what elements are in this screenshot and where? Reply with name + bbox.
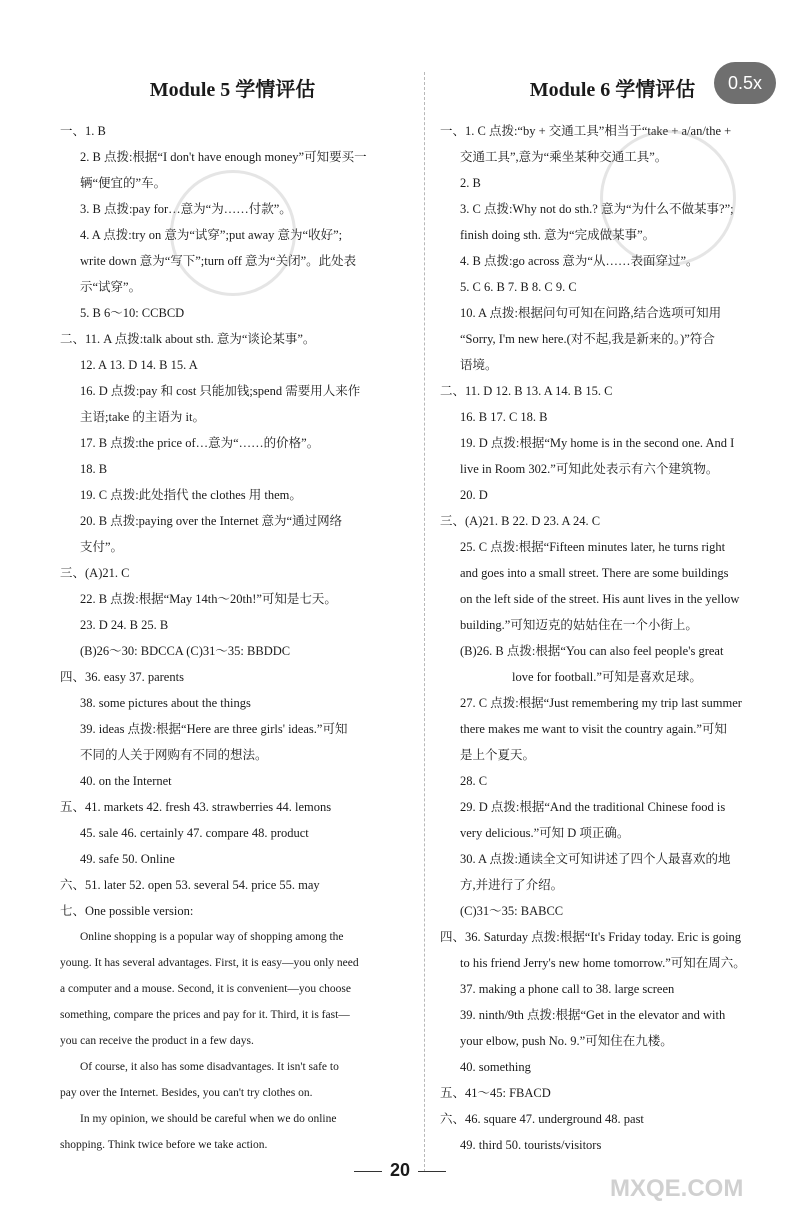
answer-line: 六、46. square 47. underground 48. past: [440, 1112, 644, 1126]
answer-line: 3. C 点拨:Why not do sth.? 意为“为什么不做某事?”;: [460, 202, 734, 216]
zoom-speed-badge[interactable]: 0.5x: [714, 62, 776, 104]
answer-line: 4. B 点拨:go across 意为“从……表面穿过”。: [460, 254, 699, 268]
answer-line: 19. C 点拨:此处指代 the clothes 用 them。: [80, 488, 302, 502]
answer-line: 17. B 点拨:the price of…意为“……的价格”。: [80, 436, 320, 450]
answer-line: 22. B 点拨:根据“May 14th～20th!”可知是七天。: [80, 592, 337, 606]
answer-line: 19. D 点拨:根据“My home is in the second one. And I: [460, 436, 735, 450]
answer-line: 40. something: [460, 1060, 531, 1074]
answer-line: (B)26. B 点拨:根据“You can also feel people's great: [460, 644, 724, 658]
answer-line: 二、11. D 12. B 13. A 14. B 15. C: [440, 384, 613, 398]
essay-line: pay over the Internet. Besides, you can't try clothes on.: [60, 1087, 313, 1099]
answer-line: 10. A 点拨:根据问句可知在问路,结合选项可知用: [460, 306, 722, 320]
answer-line: 12. A 13. D 14. B 15. A: [80, 358, 198, 372]
answer-line: 是上个夏天。: [460, 748, 536, 762]
answer-line: finish doing sth. 意为“完成做某事”。: [460, 228, 656, 242]
answer-line: 45. sale 46. certainly 47. compare 48. product: [80, 826, 309, 840]
essay-line: you can receive the product in a few days.: [60, 1035, 254, 1047]
answer-line: 5. C 6. B 7. B 8. C 9. C: [460, 280, 577, 294]
essay-line: Online shopping is a popular way of shopping among the: [80, 931, 344, 943]
answer-line: 二、11. A 点拨:talk about sth. 意为“谈论某事”。: [60, 332, 316, 346]
answer-line: 语境。: [460, 358, 498, 372]
answer-line: 38. some pictures about the things: [80, 696, 251, 710]
answer-line: 30. A 点拨:通读全文可知讲述了四个人最喜欢的地: [460, 852, 731, 866]
module5-title: Module 5 学情评估: [149, 79, 316, 101]
watermark-text: MXQE.COM: [610, 1175, 744, 1202]
answer-line: 主语;take 的主语为 it。: [80, 410, 205, 424]
answer-line: 一、1. C 点拨:“by + 交通工具”相当于“take + a/an/the +: [440, 124, 732, 138]
answer-line: 16. B 17. C 18. B: [460, 410, 548, 424]
answer-line: 七、One possible version:: [60, 904, 194, 918]
answer-line: 三、(A)21. B 22. D 23. A 24. C: [440, 514, 601, 528]
answer-line: love for football.”可知是喜欢足球。: [512, 670, 702, 684]
answer-line: your elbow, push No. 9.”可知住在九楼。: [460, 1034, 673, 1048]
answer-line: (B)26～30: BDCCA (C)31～35: BBDDC: [80, 644, 291, 658]
answer-line: 四、36. Saturday 点拨:根据“It's Friday today. Eric is going: [440, 930, 742, 944]
answer-line: 一、1. B: [60, 124, 106, 138]
answer-line: 交通工具”,意为“乘坐某种交通工具”。: [460, 150, 668, 164]
answer-line: 辆“便宜的”车。: [80, 176, 167, 190]
answer-line: 40. on the Internet: [80, 774, 172, 788]
dash-left: [354, 1171, 382, 1172]
answer-line: 五、41. markets 42. fresh 43. strawberries 44. lemons: [60, 800, 332, 814]
answer-line: to his friend Jerry's new home tomorrow.”可知在周六。: [460, 956, 746, 970]
answer-line: live in Room 302.”可知此处表示有六个建筑物。: [460, 462, 719, 476]
answer-line: 三、(A)21. C: [60, 566, 130, 580]
answer-line: 39. ideas 点拨:根据“Here are three girls' ideas.”可知: [80, 722, 348, 736]
answer-line: 20. D: [460, 488, 488, 502]
answer-line: and goes into a small street. There are some buildings: [460, 566, 729, 580]
answer-line: very delicious.”可知 D 项正确。: [460, 826, 630, 840]
watermark-stamp-icon: [600, 130, 736, 266]
answer-line: there makes me want to visit the country again.”可知: [460, 722, 727, 736]
essay-line: young. It has several advantages. First, it is easy—you only need: [60, 957, 359, 969]
answer-line: 五、41～45: FBACD: [440, 1086, 551, 1100]
answer-line: building.”可知迈克的姑姑住在一个小街上。: [460, 618, 698, 632]
answer-line: 2. B 点拨:根据“I don't have enough money”可知要买一: [80, 150, 367, 164]
answer-line: 4. A 点拨:try on 意为“试穿”;put away 意为“收好”;: [80, 228, 343, 242]
answer-line: 六、51. later 52. open 53. several 54. price 55. may: [60, 878, 320, 892]
answer-line: 28. C: [460, 774, 488, 788]
answer-line: 5. B 6～10: CCBCD: [80, 306, 185, 320]
answer-line: 3. B 点拨:pay for…意为“为……付款”。: [80, 202, 292, 216]
answer-line: 支付”。: [80, 540, 124, 554]
answer-line: 四、36. easy 37. parents: [60, 670, 184, 684]
answer-line: 25. C 点拨:根据“Fifteen minutes later, he turns right: [460, 540, 726, 554]
answer-line: 27. C 点拨:根据“Just remembering my trip last summer: [460, 696, 742, 710]
essay-line: something, compare the prices and pay for it. Third, it is fast—: [60, 1009, 350, 1021]
answer-line: 示“试穿”。: [80, 280, 142, 294]
answer-line: on the left side of the street. His aunt lives in the yellow: [460, 592, 740, 606]
module6-title: Module 6 学情评估: [529, 79, 696, 101]
essay-line: shopping. Think twice before we take action.: [60, 1139, 268, 1151]
page-number-value: 20: [389, 1160, 411, 1180]
dash-right: [418, 1171, 446, 1172]
answer-line: “Sorry, I'm new here.(对不起,我是新来的。)”符合: [460, 332, 715, 346]
answer-line: 2. B: [460, 176, 481, 190]
answer-line: write down 意为“写下”;turn off 意为“关闭”。此处表: [80, 254, 357, 268]
answer-line: 29. D 点拨:根据“And the traditional Chinese food is: [460, 800, 726, 814]
page-number: [0, 1160, 800, 1181]
answer-line: 方,并进行了介绍。: [460, 878, 564, 892]
right-column: [440, 78, 785, 1158]
answer-line: 23. D 24. B 25. B: [80, 618, 169, 632]
answer-line: 18. B: [80, 462, 108, 476]
answer-line: 49. safe 50. Online: [80, 852, 175, 866]
essay-line: Of course, it also has some disadvantages. It isn't safe to: [80, 1061, 339, 1073]
answer-line: 49. third 50. tourists/visitors: [460, 1138, 602, 1152]
column-divider: [424, 72, 425, 1172]
answer-line: 20. B 点拨:paying over the Internet 意为“通过网络: [80, 514, 343, 528]
essay-line: In my opinion, we should be careful when we do online: [80, 1113, 337, 1125]
watermark-stamp-icon: [170, 170, 296, 296]
answer-line: 16. D 点拨:pay 和 cost 只能加钱;spend 需要用人来作: [80, 384, 361, 398]
answer-line: 37. making a phone call to 38. large screen: [460, 982, 675, 996]
essay-line: a computer and a mouse. Second, it is convenient—you choose: [60, 983, 351, 995]
answer-line: 39. ninth/9th 点拨:根据“Get in the elevator and with: [460, 1008, 726, 1022]
answer-line: 不同的人关于网购有不同的想法。: [80, 748, 268, 762]
answer-line: (C)31～35: BABCC: [460, 904, 564, 918]
